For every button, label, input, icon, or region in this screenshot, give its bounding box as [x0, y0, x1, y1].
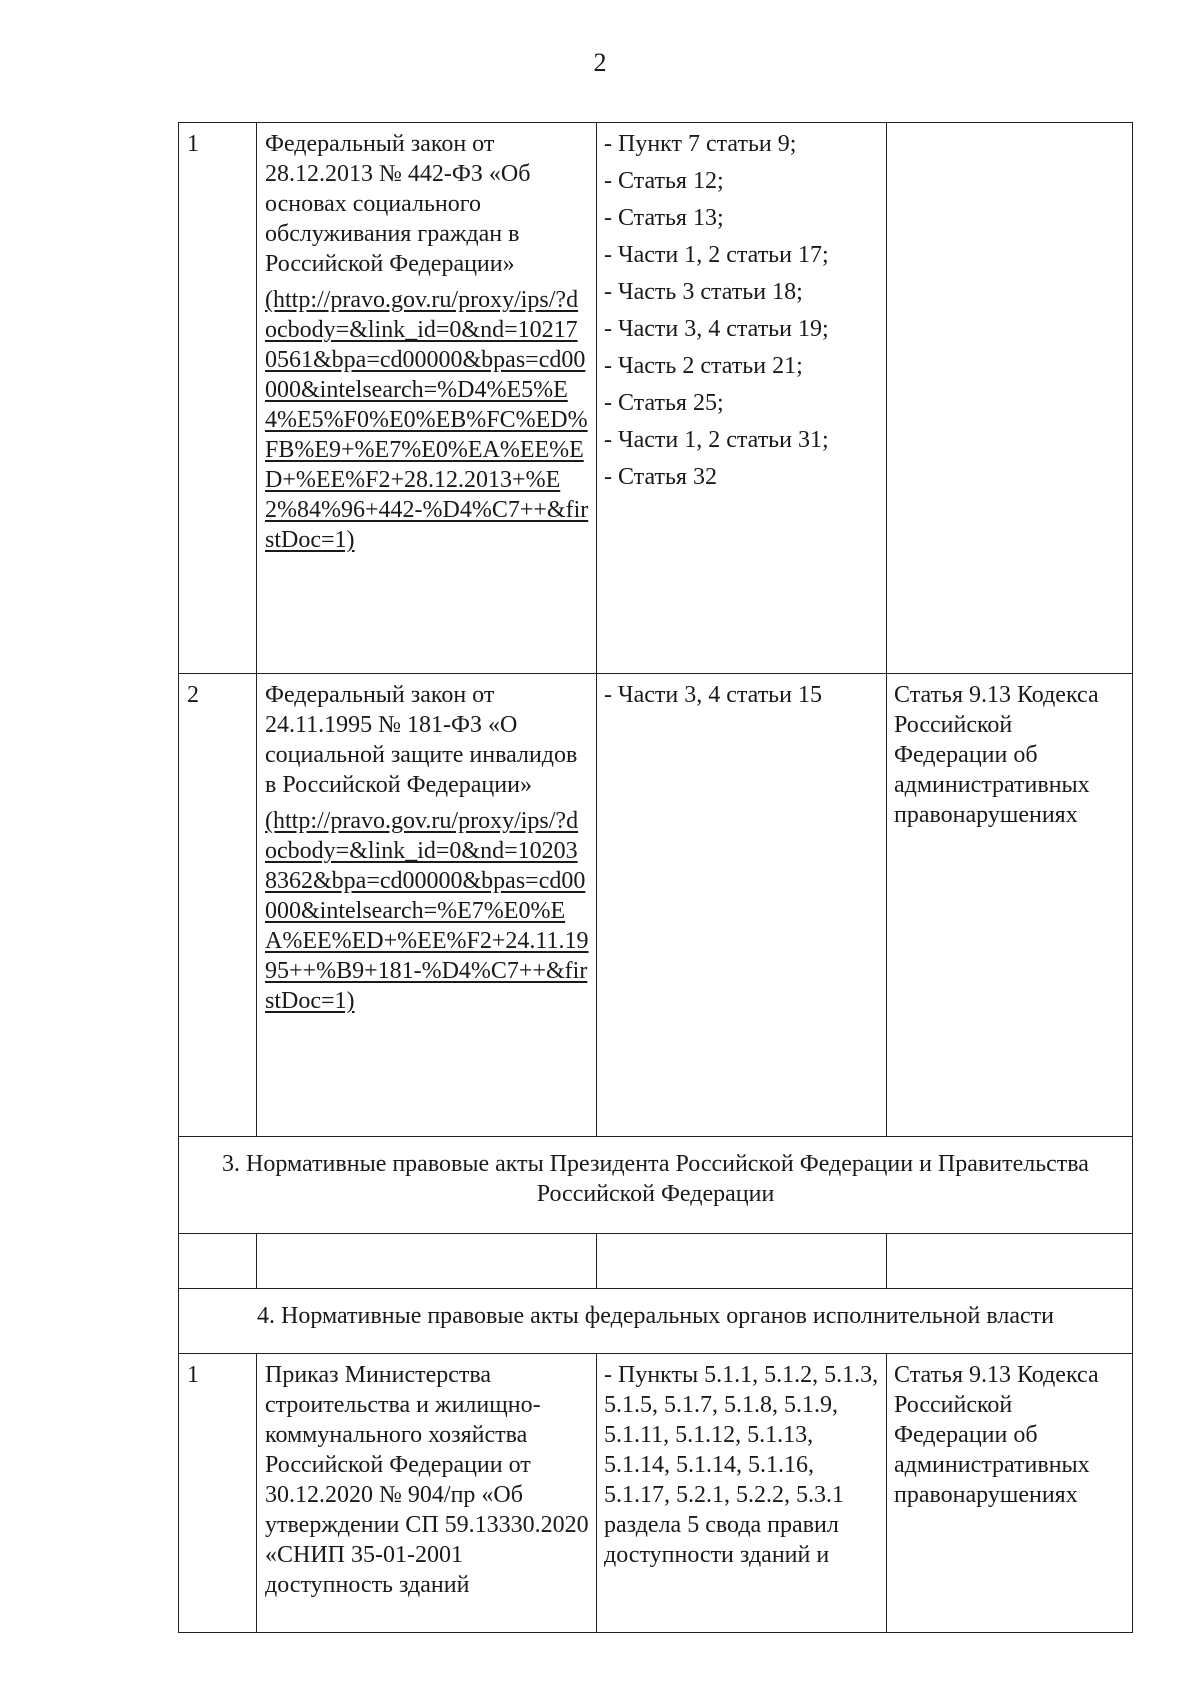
section-header-row	[179, 1289, 1133, 1354]
requirements-cell	[597, 674, 887, 1137]
requirement-item: - Статья 32	[604, 464, 717, 490]
act-title: Федеральный закон от 28.12.2013 № 442-ФЗ «Об основах социального обслуживания граждан в Российской Федерации»	[265, 131, 531, 277]
row-number: 1	[179, 1354, 257, 1633]
act-cell	[257, 123, 597, 674]
requirement-item: - Пункт 7 статьи 9;	[604, 131, 797, 157]
row-number: 1	[179, 123, 257, 674]
act-link[interactable]: (http://pravo.gov.ru/proxy/ips/?docbody=&link_id=0&nd=102038362&bpa=cd00000&bpas=cd00000&intelsearch=%E7%E0%EA%EE%ED+%EE%F2+24.11.1995++%B9+181-%D4%C7++&firstDoc=1)	[265, 808, 589, 1014]
requirement-item: - Статья 25;	[604, 390, 724, 416]
responsibility-cell	[887, 123, 1133, 674]
empty-cell	[257, 1234, 597, 1289]
page-number: 2	[593, 48, 607, 77]
requirements-cell: - Пункты 5.1.1, 5.1.2, 5.1.3, 5.1.5, 5.1.7, 5.1.8, 5.1.9, 5.1.11, 5.1.12, 5.1.13, 5.1.14, 5.1.14, 5.1.16, 5.1.17, 5.2.1, 5.2.2, 5.3.1 раздела 5 свода правил доступности зданий и	[597, 1354, 887, 1633]
row-number: 2	[179, 674, 257, 1137]
requirement-item: - Статья 12;	[604, 168, 724, 194]
requirements-cell	[597, 123, 887, 674]
empty-row	[179, 1234, 1133, 1289]
requirement-item: - Статья 13;	[604, 205, 724, 231]
act-cell	[257, 674, 597, 1137]
table-row	[179, 674, 1133, 1137]
empty-cell	[887, 1234, 1133, 1289]
requirement-item: - Части 1, 2 статьи 17;	[604, 242, 829, 268]
act-title: Приказ Министерства строительства и жилищно-коммунального хозяйства Российской Федерации от 30.12.2020 № 904/пр «Об утверждении СП 59.13330.2020 «СНИП 35-01-2001 доступность зданий	[265, 1362, 589, 1598]
responsibility-cell: Статья 9.13 Кодекса Российской Федерации об административных правонарушениях	[887, 674, 1133, 1137]
table-row	[179, 1354, 1133, 1633]
requirement-item: - Части 1, 2 статьи 31;	[604, 427, 829, 453]
section-3-title: 3. Нормативные правовые акты Президента Российской Федерации и Правительства Российской Федерации	[179, 1137, 1133, 1234]
responsibility-cell: Статья 9.13 Кодекса Российской Федерации об административных правонарушениях	[887, 1354, 1133, 1633]
act-link[interactable]: (http://pravo.gov.ru/proxy/ips/?docbody=&link_id=0&nd=102170561&bpa=cd00000&bpas=cd00000&intelsearch=%D4%E5%E4%E5%F0%E0%EB%FC%ED%FB%E9+%E7%E0%EA%EE%ED+%EE%F2+28.12.2013+%E2%84%96+442-%D4%C7++&firstDoc=1)	[265, 287, 589, 553]
requirement-item: - Часть 3 статьи 18;	[604, 279, 803, 305]
empty-cell	[597, 1234, 887, 1289]
regulations-table	[178, 122, 1133, 1633]
empty-cell	[179, 1234, 257, 1289]
act-cell	[257, 1354, 597, 1633]
section-header-row	[179, 1137, 1133, 1234]
table-row	[179, 123, 1133, 674]
section-4-title: 4. Нормативные правовые акты федеральных органов исполнительной власти	[179, 1289, 1133, 1354]
requirement-item: - Части 3, 4 статьи 15	[604, 682, 822, 708]
act-title: Федеральный закон от 24.11.1995 № 181-ФЗ «О социальной защите инвалидов в Российской Федерации»	[265, 682, 578, 798]
requirement-item: - Часть 2 статьи 21;	[604, 353, 803, 379]
requirement-item: - Части 3, 4 статьи 19;	[604, 316, 829, 342]
